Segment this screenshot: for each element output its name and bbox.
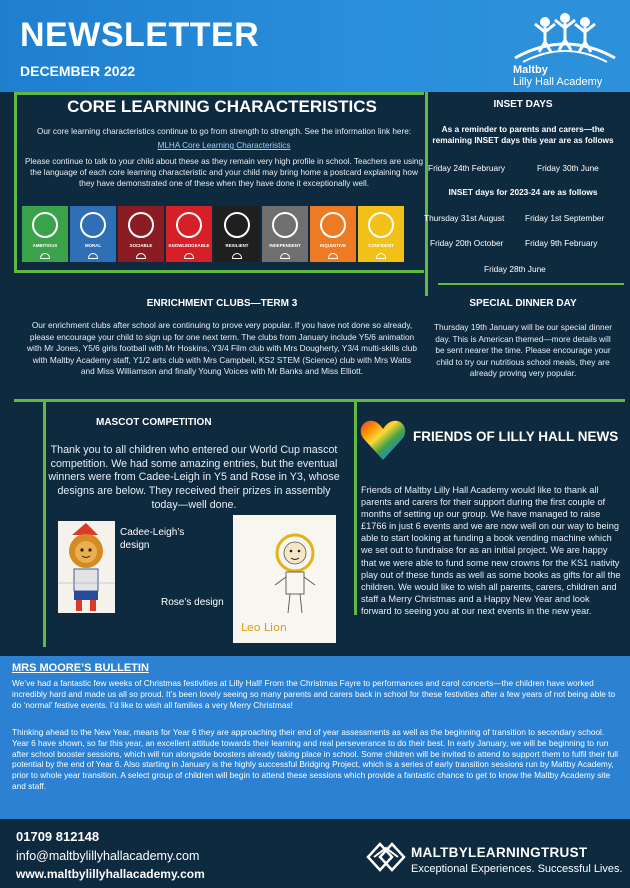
characteristic-tile [262,206,308,262]
enrichment-title: ENRICHMENT CLUBS—TERM 3 [146,298,298,309]
divider [14,92,424,95]
school-badge-icon [232,253,242,259]
newsletter-title: NEWSLETTER [20,16,260,54]
person-icon [272,212,298,238]
characteristic-tile [22,206,68,262]
school-name-line1: Maltby [513,64,548,76]
school-badge-icon [184,253,194,259]
school-badge-icon [376,253,386,259]
characteristic-tiles [22,206,404,262]
inset-next-year-title: INSET days for 2023-24 are as follows [448,187,598,197]
cadee-leigh-caption: Cadee-Leigh’s design [120,527,185,551]
bulletin-paragraph: Thinking ahead to the New Year, means for Year 6 they are approaching their end of year assessments as well as the beginning of transition to secondary school. Year 6 have shown, so far this year, an excellent attitude towards their learning and real perseverance to do their best. In early January, we will be beginning to run after school booster sessions, which will run alongside boosters already taking place in school. Some children will be invited to attend to support them to fulfil their full potential by the end of Year 6. Also starting in January is the highly successful Bridging Project, which is a series of early transition sessions run by Maltby Academy, prior to whole year transition. A select group of children will begin to attend these sessions which provide a fantastic chance to get to know the Maltby Academy site and staff. [12,727,618,791]
divider [354,399,357,615]
divider [43,399,46,647]
trust-logo-icon [366,838,406,876]
friends-text: Friends of Maltby Lilly Hall Academy would like to thank all parents and carers for their support during the first couple of months of setting up our group. We have managed to raise £1766 in just 6 events and we are now well on our way to being able to start looking at funding a book vending machine which we set out to fundraise for as an initial project. We are happy that we were able to fund some new crowns for the KS1 nativity play out of these funds as well as some books as gifts for all the children. We would like to wish all parents, carers, children and staff a Merry Christmas and a Happy New Year and look forward to seeing you at our next events in the new year. [361,485,621,616]
muscle-icon [224,212,250,238]
characteristic-tile [166,206,212,262]
core-learning-title: CORE LEARNING CHARACTERISTICS [67,97,377,116]
cadee-leigh-drawing [58,521,115,613]
core-learning-link[interactable]: MLHA Core Learning Characteristics [157,141,291,150]
characteristic-tile [214,206,260,262]
divider [438,283,624,285]
inset-days-intro: As a reminder to parents and carers—the remaining INSET days this year are as follows [432,124,614,145]
characteristic-label: INQUISITIVE [319,243,347,248]
mascot-text: Thank you to all children who entered our World Cup mascot competition. We had some amazing entries, but the eventual winners were from Cadee-Leigh in Y5 and Rose in Y3, whose designs are below. They received their prizes in assembly today—well done. [48,444,340,511]
school-badge-icon [328,253,338,259]
characteristic-tile [118,206,164,262]
divider [14,270,424,273]
school-badge-icon [280,253,290,259]
inset-date: Friday 9th February [525,238,598,248]
inset-date: Friday 20th October [430,238,504,248]
core-learning-intro: Our core learning characteristics continue to go from strength to strength. See the information link here: [36,127,412,136]
enrichment-text: Our enrichment clubs after school are continuing to prove very popular. If you have not done so already, please encourage your child to sign up for one next term. The clubs from January include Y5/6 animation with Mr Jones, Y5/6 girls football with Mr Hoskins, Y3/4 Film club with Mrs Dougherty, Y3/4 multi-skills club with Maltby Academy staff, Y1/2 arts club with Mrs Campbell, KS2 STEM (Science) club with Mrs Watts and Miss Williamson and finally Young Voices with Mr Banks and Miss Elliott. [27,320,417,376]
characteristic-label: INDEPENDENT [269,243,301,248]
question-icon [320,212,346,238]
school-logo-icon [505,8,625,64]
bulletin-title: MRS MOORE’S BULLETIN [12,662,149,674]
school-name-line2: Lilly Hall Academy [513,76,603,88]
dinner-day-text: Thursday 19th January will be our special dinner day. This is American themed—more details will be sent nearer the time. Please encourage your child to try our nutritious school meals, they are already proving very popular. [433,322,613,378]
footer-website[interactable]: www.maltbylillyhallacademy.com [16,867,205,881]
characteristic-tile [358,206,404,262]
friends-title: FRIENDS OF LILLY HALL NEWS [413,429,619,444]
newsletter-date: DECEMBER 2022 [20,63,136,79]
divider [425,92,428,296]
characteristic-label: MORAL [84,243,102,248]
brain-icon [176,212,202,238]
inset-days-title: INSET DAYS [493,99,553,110]
rose-drawing [233,515,336,643]
speech-bubbles-icon [128,212,154,238]
school-badge-icon [136,253,146,259]
inset-date: Friday 30th June [537,163,599,173]
characteristic-tile [310,206,356,262]
heart-hands-icon [80,212,106,238]
lion-drawing-icon [58,521,115,613]
core-learning-body: Please continue to talk to your child about these as they remain very high profile in school. Teachers are using the language of each core learning characteristic and your child may bring home a postcard explaining how they have demonstrated one of these when they have done it exceptionally well. [24,157,424,188]
characteristic-label: RESILIENT [225,243,249,248]
rose-caption: Rose’s design [161,597,224,608]
trust-name: MALTBYLEARNINGTRUST [411,845,588,860]
footer-phone[interactable]: 01709 812148 [16,829,100,844]
characteristic-label: SOCIABLE [129,243,153,248]
divider [14,399,625,402]
rainbow-heart-icon [360,419,406,461]
characteristic-tile [70,206,116,262]
divider [14,92,17,272]
mascot-title: MASCOT COMPETITION [96,417,212,428]
school-badge-icon [40,253,50,259]
inset-date: Friday 1st September [525,213,605,223]
characteristic-label: KNOWLEDGEABLE [168,243,210,248]
star-person-icon [368,212,394,238]
mountain-icon [32,212,58,238]
trust-tagline: Exceptional Experiences. Successful Lives. [411,863,623,875]
footer-email[interactable]: info@maltbylillyhallacademy.com [16,849,200,863]
school-logo [505,8,625,92]
inset-date: Thursday 31st August [424,213,505,223]
rose-drawing-label: Leo Lion [241,621,287,634]
inset-date: Friday 28th June [484,264,546,274]
school-badge-icon [88,253,98,259]
bulletin-paragraph: We’ve had a fantastic few weeks of Christmas festivities at Lilly Hall! From the Christmas Fayre to performances and carol concerts—the children have worked incredibly hard and made us all so proud. It’s been lovely seeing so many parents and carers back in school for these festivities after a few years of not being able to do ‘normal’ festive events. I’d like to wish all families a very Merry Christmas! [12,678,616,710]
characteristic-label: CONFIDENT [368,243,394,248]
characteristic-label: AMBITIOUS [32,243,58,248]
inset-date: Friday 24th February [428,163,506,173]
dinner-day-title: SPECIAL DINNER DAY [469,298,577,309]
